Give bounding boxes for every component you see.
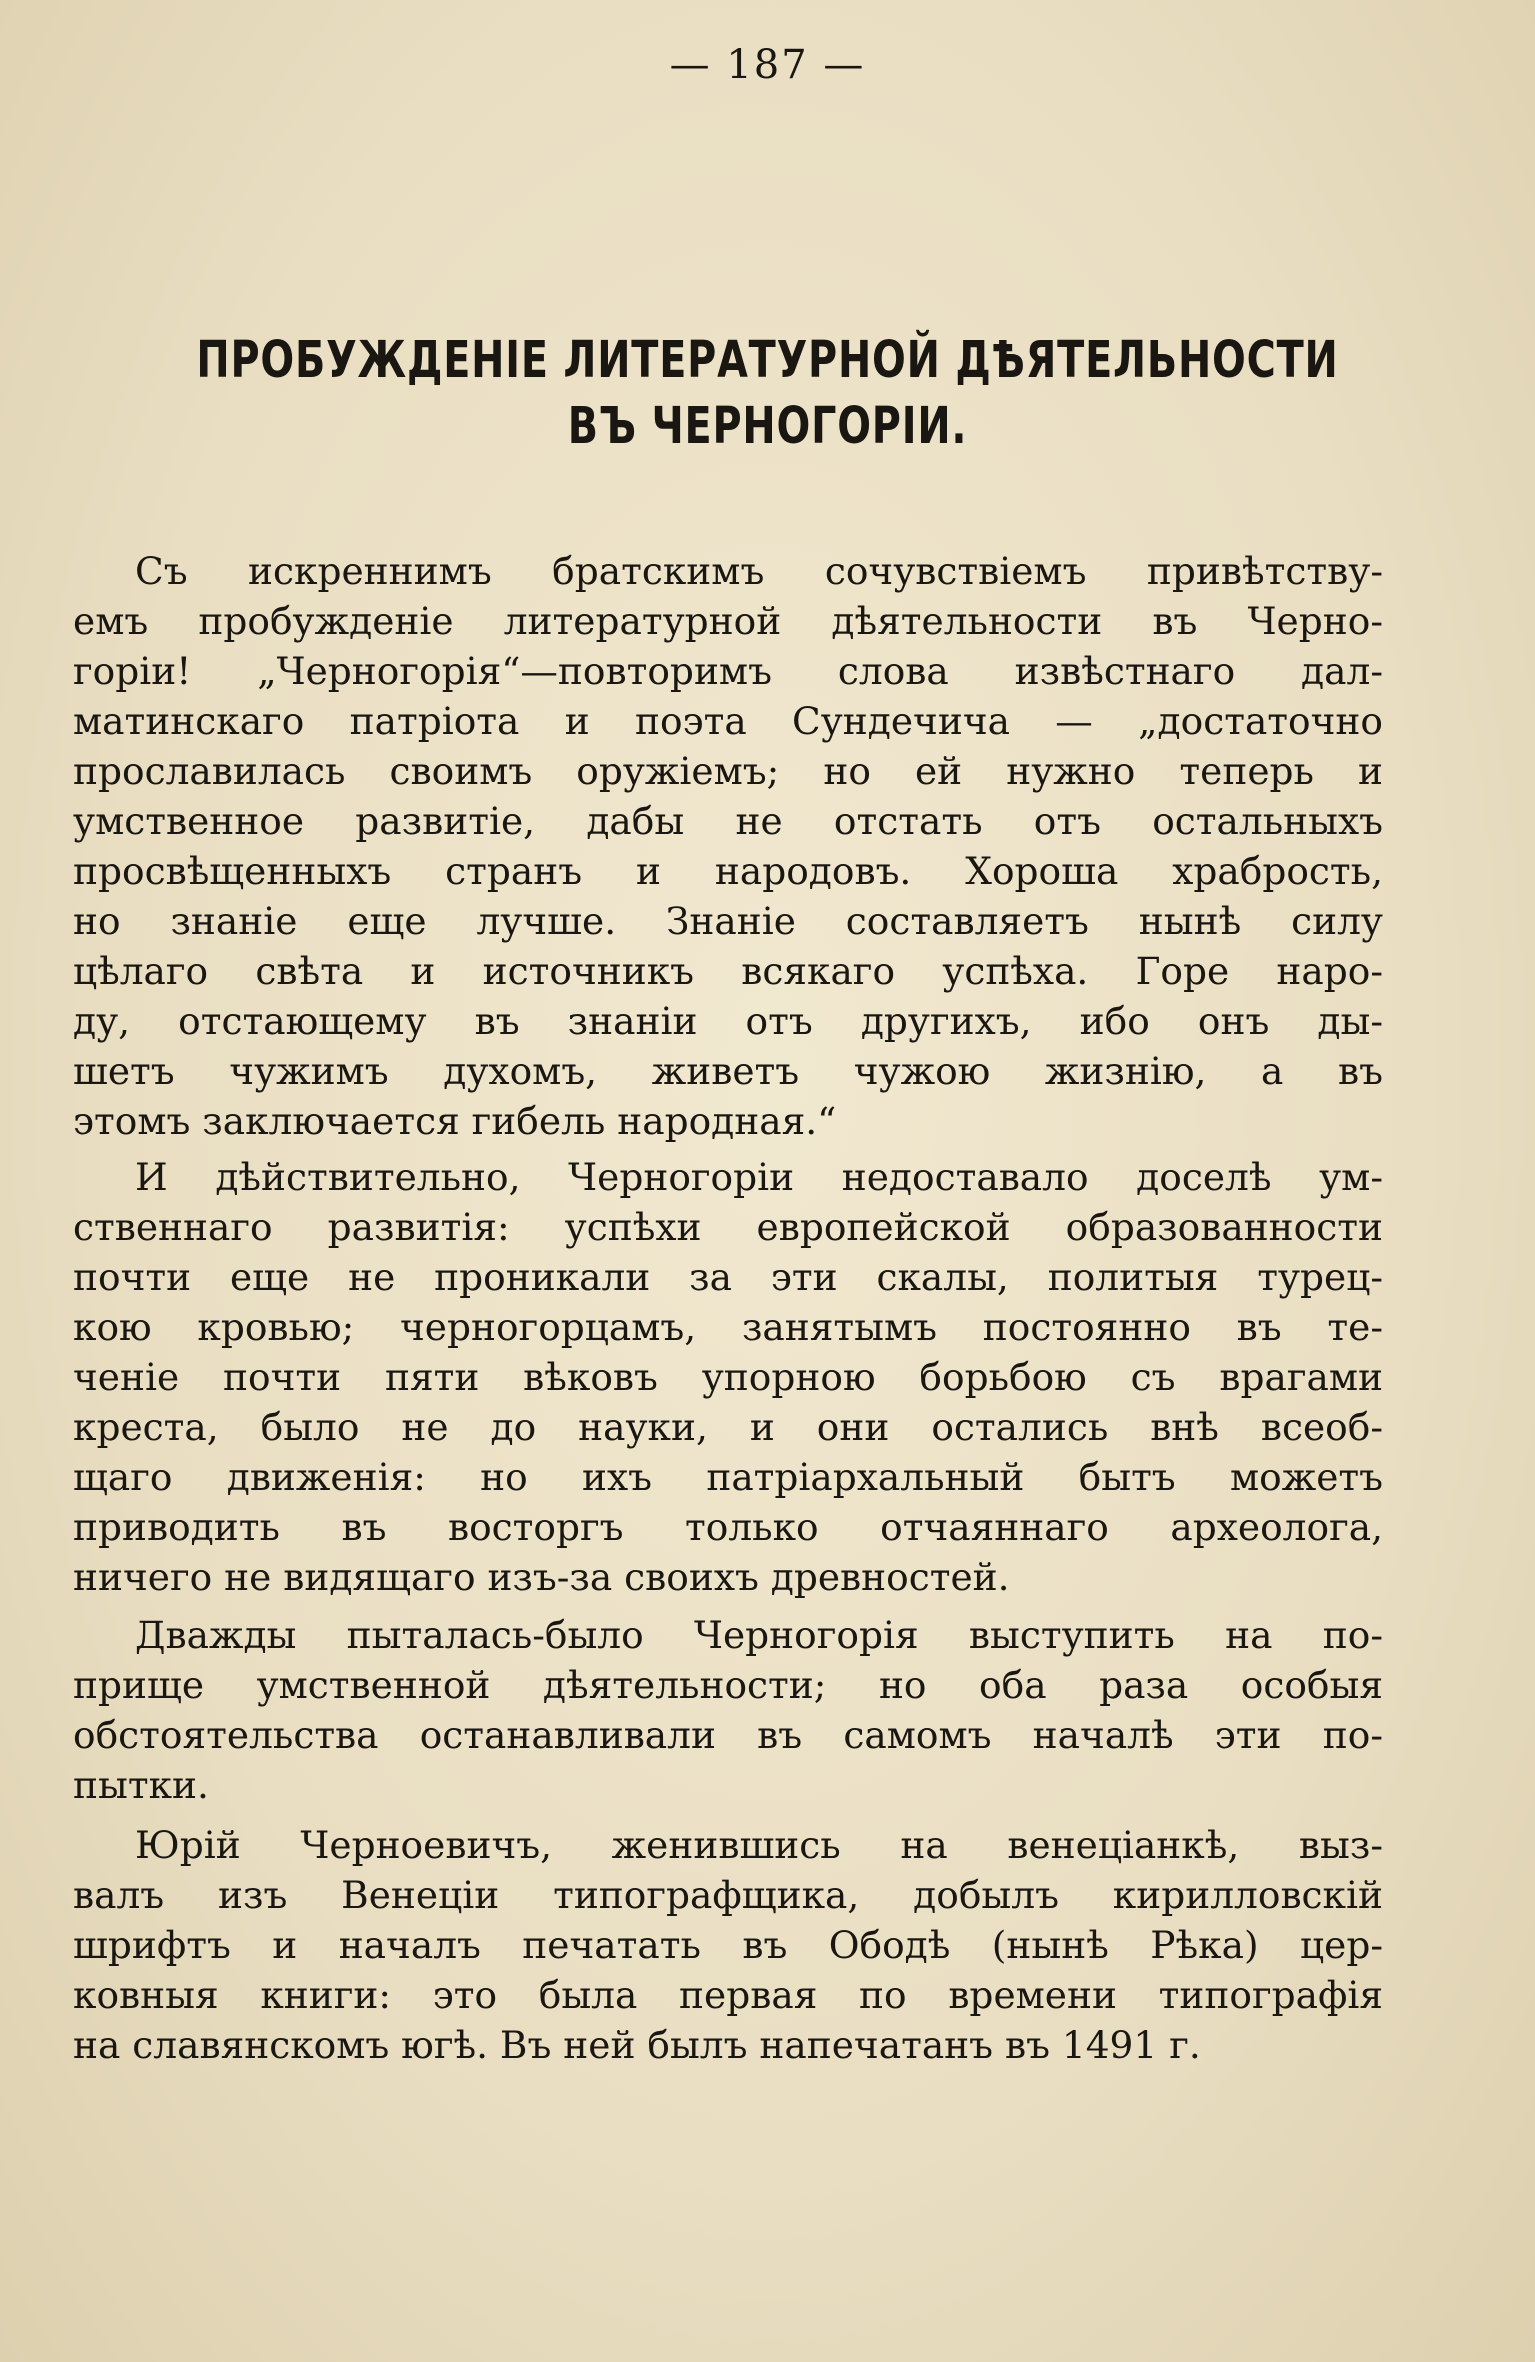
text-line: прославилась своимъ оружіемъ; но ей нужно теперь и bbox=[73, 749, 1383, 793]
text-line: креста, было не до науки, и они остались внѣ всеоб- bbox=[73, 1405, 1383, 1449]
chapter-title bbox=[169, 328, 1366, 460]
text-line: ду, отстающему въ знаніи отъ другихъ, ибо онъ ды- bbox=[73, 999, 1383, 1043]
text-line: умственное развитіе, дабы не отстать отъ остальныхъ bbox=[73, 799, 1383, 843]
text-line: пытки. bbox=[73, 1763, 209, 1807]
paragraph bbox=[73, 546, 1383, 1146]
text-line: шетъ чужимъ духомъ, живетъ чужою жизнію, а въ bbox=[73, 1049, 1383, 1093]
text-line: ченіе почти пяти вѣковъ упорною борьбою съ врагами bbox=[73, 1355, 1383, 1399]
text-line: на славянскомъ югѣ. Въ ней былъ напечатанъ въ 1491 г. bbox=[73, 2023, 1201, 2067]
paragraph bbox=[73, 1610, 1383, 1810]
chapter-title-line-2: ВЪ ЧЕРНОГОРІИ. bbox=[567, 397, 968, 456]
text-line: матинскаго патріота и поэта Сундечича — „достаточно bbox=[73, 699, 1383, 743]
text-line: И дѣйствительно, Черногоріи недоставало доселѣ ум- bbox=[135, 1155, 1383, 1199]
text-line: щаго движенія: но ихъ патріархальный бытъ можетъ bbox=[73, 1455, 1383, 1499]
text-line: цѣлаго свѣта и источникъ всякаго успѣха. Горе наро- bbox=[73, 949, 1383, 993]
text-line: этомъ заключается гибель народная.“ bbox=[73, 1099, 837, 1143]
text-line: Дважды пыталась-было Черногорія выступить на по- bbox=[135, 1613, 1383, 1657]
text-line: обстоятельства останавливали въ самомъ началѣ эти по- bbox=[73, 1713, 1383, 1757]
text-line: ковныя книги: это была первая по времени типографія bbox=[73, 1973, 1383, 2017]
page-number: — 187 — bbox=[669, 42, 866, 88]
text-line: прище умственной дѣятельности; но оба раза особыя bbox=[73, 1663, 1383, 1707]
text-line: но знаніе еще лучше. Знаніе составляетъ нынѣ силу bbox=[73, 899, 1383, 943]
text-line: почти еще не проникали за эти скалы, политыя турец- bbox=[73, 1255, 1383, 1299]
text-line: ственнаго развитія: успѣхи европейской образованности bbox=[73, 1205, 1383, 1249]
text-line: емъ пробужденіе литературной дѣятельности въ Черно- bbox=[73, 599, 1383, 643]
text-line: приводить въ восторгъ только отчаяннаго археолога, bbox=[73, 1505, 1383, 1549]
text-line: Юрій Черноевичъ, женившись на венеціанкѣ, выз- bbox=[135, 1823, 1383, 1867]
chapter-title-line-1: ПРОБУЖДЕНІЕ ЛИТЕРАТУРНОЙ ДѢЯТЕЛЬНОСТИ bbox=[196, 331, 1339, 390]
text-line: шрифтъ и началъ печатать въ Ободѣ (нынѣ Рѣка) цер- bbox=[73, 1923, 1383, 1967]
text-line: просвѣщенныхъ странъ и народовъ. Хороша храбрость, bbox=[73, 849, 1383, 893]
text-line: горіи! „Черногорія“—повторимъ слова извѣстнаго дал- bbox=[73, 649, 1383, 693]
paragraph bbox=[73, 1820, 1383, 2070]
text-line: кою кровью; черногорцамъ, занятымъ постоянно въ те- bbox=[73, 1305, 1383, 1349]
text-line: ничего не видящаго изъ-за своихъ древностей. bbox=[73, 1555, 1010, 1599]
text-line: Съ искреннимъ братскимъ сочувствіемъ привѣтству- bbox=[135, 549, 1383, 593]
paragraph bbox=[73, 1152, 1383, 1602]
text-line: валъ изъ Венеціи типографщика, добылъ кирилловскій bbox=[73, 1873, 1383, 1917]
body-text bbox=[73, 546, 1383, 2080]
